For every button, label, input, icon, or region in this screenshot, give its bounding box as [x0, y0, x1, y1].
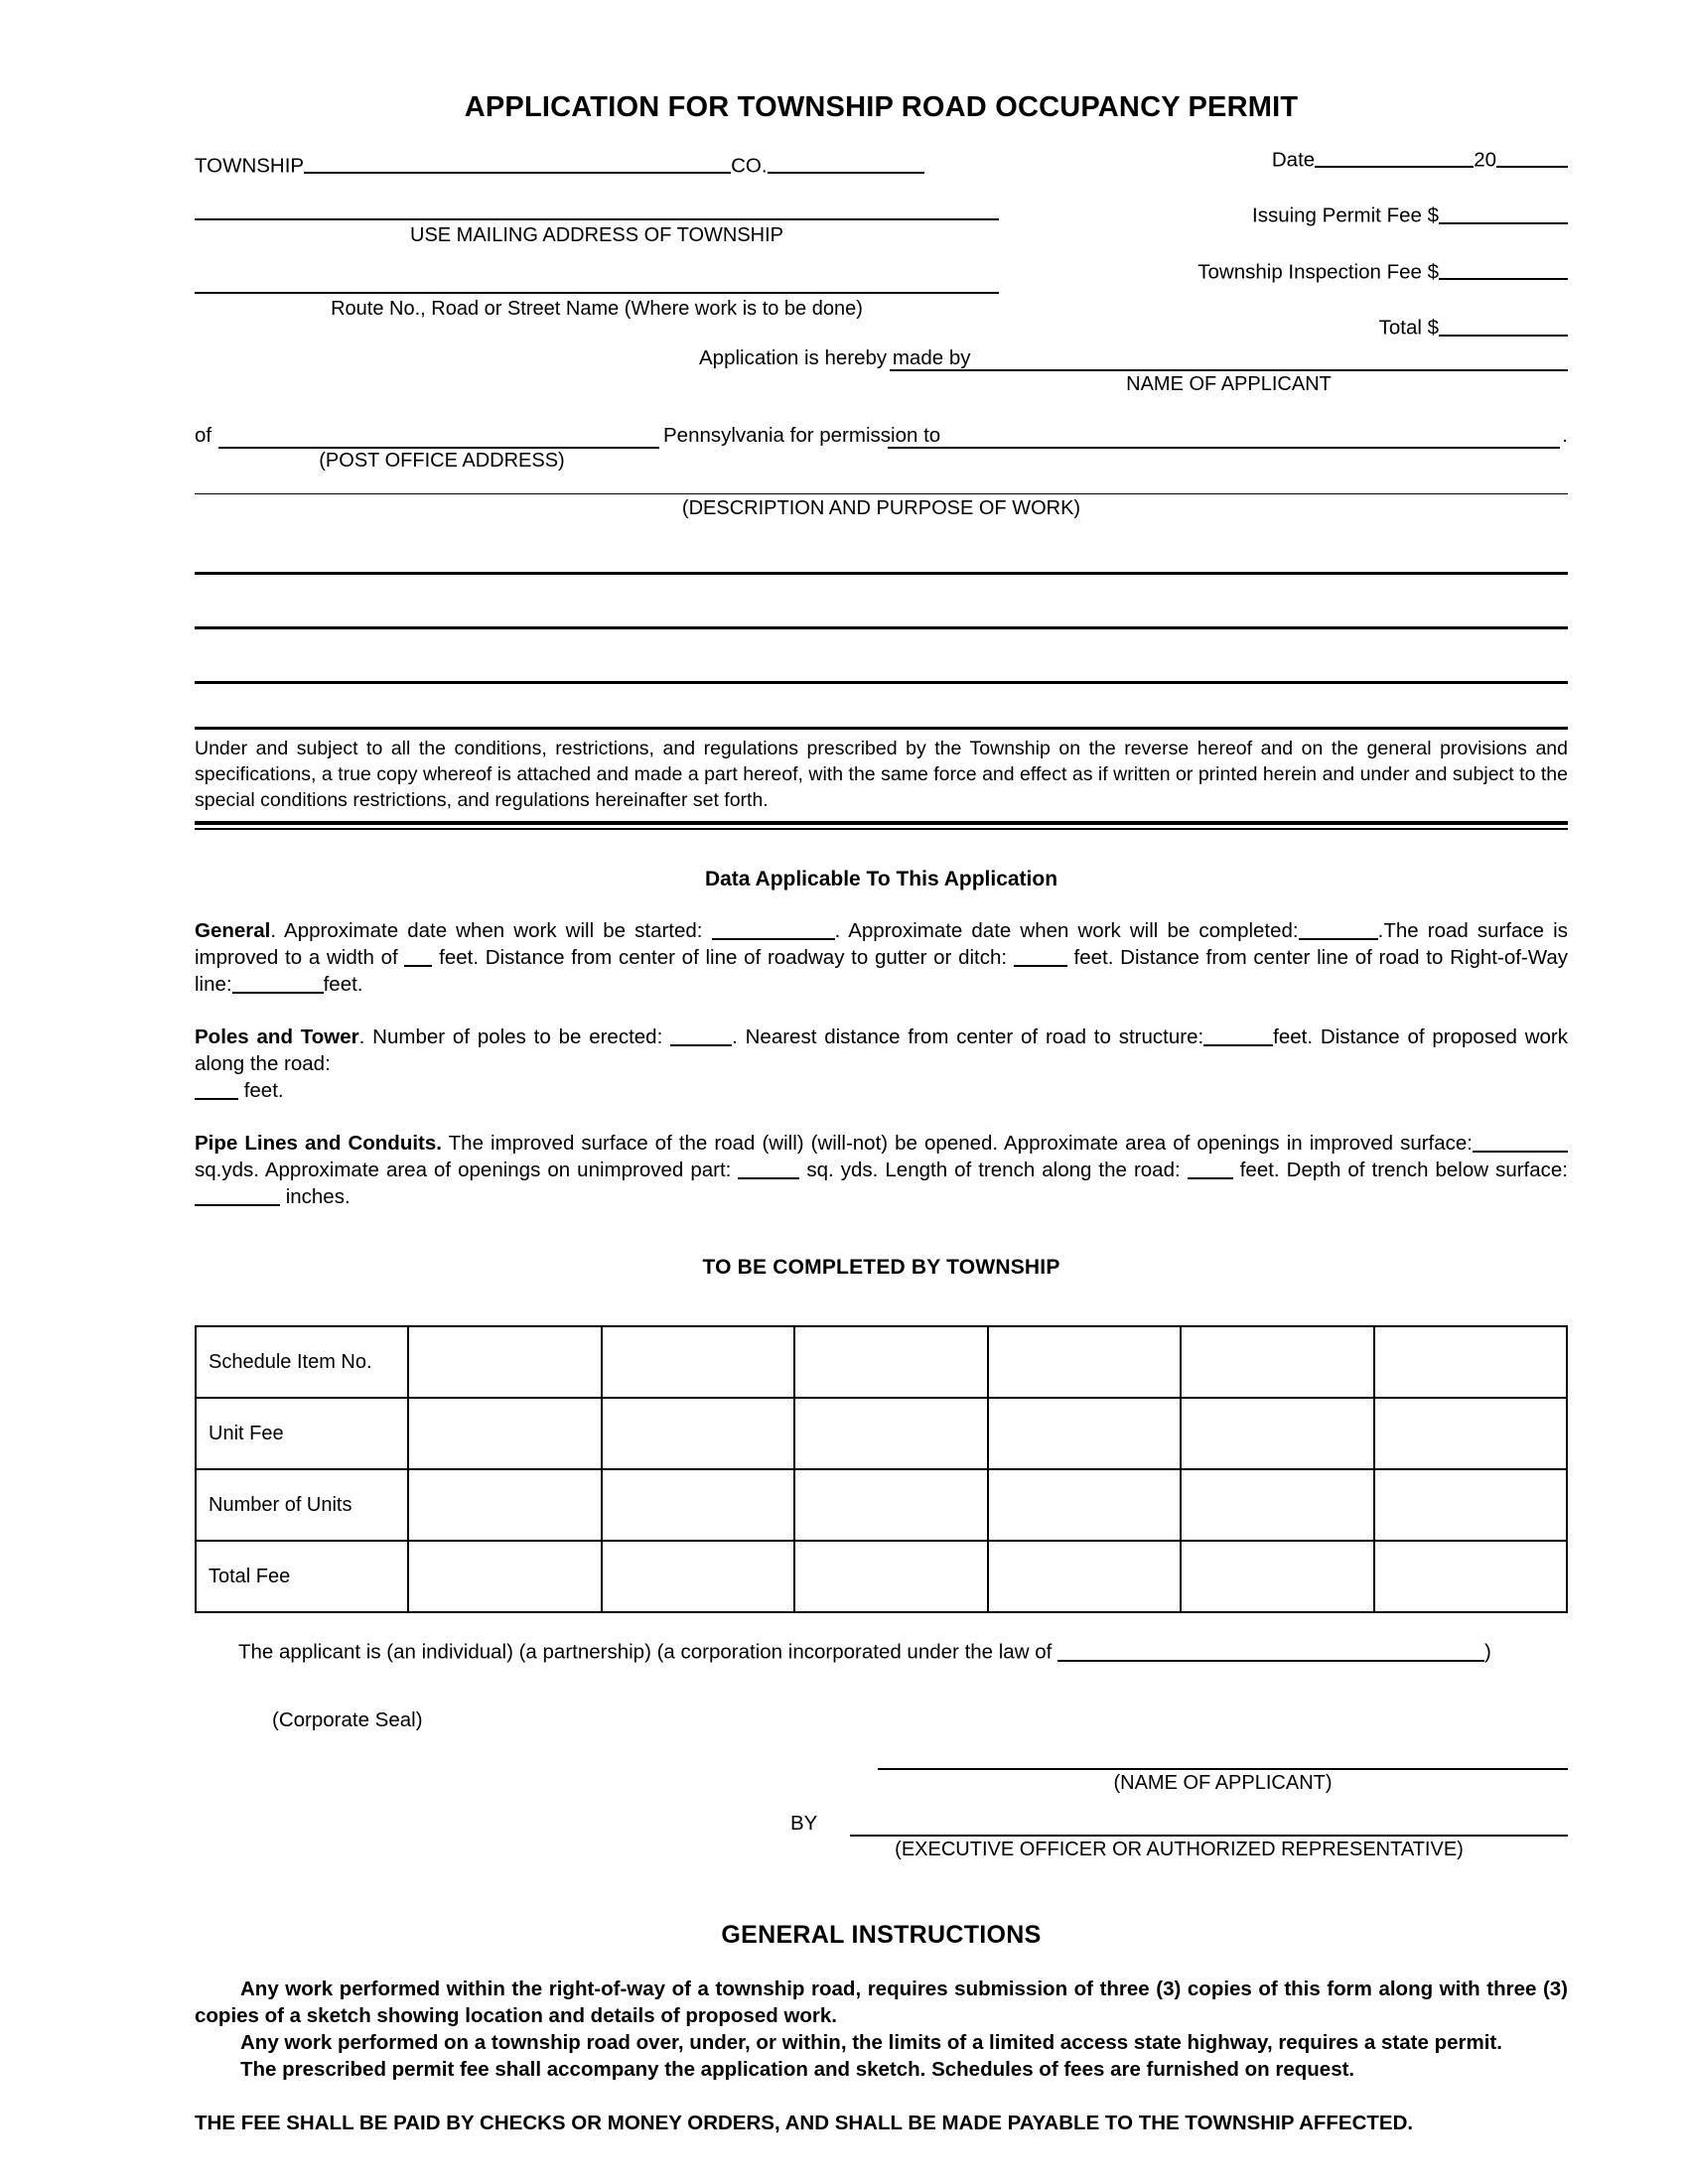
total-fee-row: [1101, 314, 1568, 341]
schedule-item-cell-1[interactable]: [408, 1326, 602, 1398]
start-date-input[interactable]: [712, 918, 835, 939]
total-fee-cell-3[interactable]: [794, 1541, 988, 1612]
conditions-block: [195, 727, 1568, 830]
trailing-period: .: [1562, 423, 1568, 447]
unit-fee-cell-2[interactable]: [602, 1398, 795, 1469]
poles-label: Poles and Tower: [195, 1024, 359, 1048]
pipes-label: Pipe Lines and Conduits.: [195, 1131, 442, 1155]
post-office-address-caption: (POST OFFICE ADDRESS): [319, 449, 565, 472]
total-fee-cell-4[interactable]: [988, 1541, 1182, 1612]
general-text-2: . Approximate date when work will be completed:: [834, 918, 1299, 942]
number-of-units-cell-6[interactable]: [1374, 1469, 1568, 1541]
general-instructions-heading: GENERAL INSTRUCTIONS: [721, 1920, 1042, 1949]
row-label-total-fee: Total Fee: [196, 1541, 408, 1612]
trench-length-input[interactable]: [1188, 1159, 1233, 1179]
poles-text-3: feet. Distance of proposed work along the road:: [195, 1024, 1568, 1075]
schedule-item-cell-5[interactable]: [1181, 1326, 1374, 1398]
description-line-2[interactable]: [195, 626, 1568, 629]
inspection-fee-input[interactable]: [1439, 258, 1568, 281]
applicant-signature-caption: (NAME OF APPLICANT): [1113, 1771, 1333, 1794]
table-row: [196, 1469, 1567, 1541]
schedule-item-cell-6[interactable]: [1374, 1326, 1568, 1398]
inspection-fee-row: [1101, 258, 1568, 285]
applicant-signature-input[interactable]: [878, 1768, 1568, 1770]
pipes-text-3: sq. yds. Length of trench along the road:: [799, 1158, 1188, 1181]
general-text-1: . Approximate date when work will be started:: [270, 918, 712, 942]
township-left-column: [195, 146, 999, 321]
name-of-applicant-caption: NAME OF APPLICANT: [1126, 372, 1332, 395]
unit-fee-cell-6[interactable]: [1374, 1398, 1568, 1469]
inspection-fee-label: Township Inspection Fee $: [1197, 260, 1439, 284]
description-line-3[interactable]: [195, 681, 1568, 684]
total-fee-input[interactable]: [1439, 314, 1568, 337]
of-label: of: [195, 423, 212, 447]
issuing-fee-input[interactable]: [1439, 202, 1568, 224]
poles-text-1: . Number of poles to be erected:: [358, 1024, 671, 1048]
trench-depth-input[interactable]: [195, 1185, 280, 1206]
mailing-address-rule[interactable]: [195, 218, 999, 220]
table-row: [196, 1541, 1567, 1612]
structure-distance-input[interactable]: [1203, 1024, 1273, 1045]
officer-signature-input[interactable]: [850, 1835, 1568, 1837]
issuing-fee-row: [1101, 202, 1568, 228]
description-caption: (DESCRIPTION AND PURPOSE OF WORK): [681, 496, 1081, 519]
row-distance-input[interactable]: [232, 972, 324, 993]
conditions-top-rule: [195, 727, 1568, 730]
made-by-label: Application is hereby made by: [699, 345, 971, 369]
incorporation-law-input[interactable]: [1057, 1639, 1484, 1662]
officer-signature-caption: (EXECUTIVE OFFICER OR AUTHORIZED REPRESENTATIVE): [895, 1838, 1464, 1860]
township-label: TOWNSHIP: [195, 154, 305, 178]
table-row: [196, 1398, 1567, 1469]
fee-schedule-table: [195, 1325, 1568, 1613]
unit-fee-cell-5[interactable]: [1181, 1398, 1374, 1469]
closing-paren: ): [1484, 1640, 1491, 1664]
signature-block: [195, 1746, 1568, 1863]
year-input[interactable]: [1496, 146, 1568, 169]
unimproved-openings-input[interactable]: [738, 1159, 799, 1179]
application-made-by-block: [195, 346, 1568, 408]
conditions-bottom-rule: [195, 821, 1568, 830]
completion-date-input[interactable]: [1299, 918, 1378, 939]
number-of-units-cell-3[interactable]: [794, 1469, 988, 1541]
unit-fee-cell-3[interactable]: [794, 1398, 988, 1469]
township-input[interactable]: [304, 152, 731, 175]
applicant-address-block: [195, 424, 1568, 481]
co-label: CO.: [731, 154, 768, 178]
data-applicable-heading: Data Applicable To This Application: [704, 867, 1058, 890]
number-of-units-cell-5[interactable]: [1181, 1469, 1374, 1541]
corporate-seal-label: (Corporate Seal): [272, 1707, 423, 1731]
route-name-caption: Route No., Road or Street Name (Where work is to be done): [331, 298, 863, 321]
applicant-entity-row: [238, 1639, 1568, 1665]
general-instructions-body: [195, 1976, 1568, 2084]
post-office-address-input[interactable]: [218, 447, 659, 449]
header-block: [195, 146, 1568, 340]
pipes-text-2: sq.yds. Approximate area of openings on unimproved part:: [195, 1158, 739, 1181]
township-section-heading: TO BE COMPLETED BY TOWNSHIP: [702, 1256, 1060, 1280]
schedule-item-cell-4[interactable]: [988, 1326, 1182, 1398]
unit-fee-cell-1[interactable]: [408, 1398, 602, 1469]
improved-openings-input[interactable]: [1473, 1131, 1568, 1152]
number-of-units-cell-4[interactable]: [988, 1469, 1182, 1541]
pipes-paragraph: [195, 1130, 1568, 1210]
mailing-address-caption: USE MAILING ADDRESS OF TOWNSHIP: [410, 224, 783, 247]
applicant-entity-text: The applicant is (an individual) (a partnership) (a corporation incorporated under the law of: [238, 1640, 1058, 1664]
pipes-text-5: inches.: [280, 1185, 351, 1209]
total-fee-cell-2[interactable]: [602, 1541, 795, 1612]
gutter-distance-input[interactable]: [1014, 945, 1067, 966]
general-text-5: feet. Distance from center line of road to Right-of-Way line:: [195, 945, 1568, 996]
township-row: [195, 152, 999, 179]
date-label: Date: [1271, 148, 1316, 172]
date-row: [1101, 146, 1568, 173]
total-fee-cell-6[interactable]: [1374, 1541, 1568, 1612]
fee-payment-notice: THE FEE SHALL BE PAID BY CHECKS OR MONEY ORDERS, AND SHALL BE MADE PAYABLE TO THE TOWNSHIP AFFECTED.: [195, 2111, 1414, 2134]
conditions-text: Under and subject to all the conditions, restrictions, and regulations prescribed by the Township on the reverse hereof and on the general provisions and specifications, a true copy whereof is attached and made a part hereof, with the same force and effect as if written or printed herein and under and subject to the special conditions restrictions, and regulations hereinafter set forth.: [195, 737, 1568, 811]
by-label: BY: [790, 1811, 818, 1835]
general-paragraph: [195, 917, 1568, 998]
county-input[interactable]: [768, 152, 924, 175]
row-label-number-of-units: Number of Units: [196, 1469, 408, 1541]
total-fee-cell-5[interactable]: [1181, 1541, 1374, 1612]
pipes-text-4: feet. Depth of trench below surface:: [1232, 1158, 1569, 1181]
pipes-text-1: The improved surface of the road (will) (will-not) be opened. Approximate area of openings in improved surface:: [441, 1131, 1473, 1155]
applicant-name-input[interactable]: [890, 369, 1568, 371]
description-line-1[interactable]: [195, 572, 1568, 575]
poles-text-2: . Nearest distance from center of road to structure:: [732, 1024, 1204, 1048]
instruction-paragraph-2: Any work performed on a township road over, under, or within, the limits of a limited access state highway, requires a state permit.: [240, 2031, 1502, 2055]
permission-purpose-input[interactable]: [888, 447, 1560, 449]
pennsylvania-permission-label: Pennsylvania for permission to: [663, 423, 941, 447]
route-name-rule[interactable]: [195, 292, 999, 294]
schedule-item-cell-2[interactable]: [602, 1326, 795, 1398]
form-content: [195, 0, 1568, 2135]
table-row: [196, 1326, 1567, 1398]
year-prefix: 20: [1474, 148, 1496, 172]
row-label-unit-fee: Unit Fee: [196, 1398, 408, 1469]
poles-paragraph: [195, 1024, 1568, 1104]
work-distance-input[interactable]: [195, 1078, 238, 1099]
general-label: General: [195, 918, 271, 942]
number-of-units-cell-1[interactable]: [408, 1469, 602, 1541]
total-fee-cell-1[interactable]: [408, 1541, 602, 1612]
general-text-6: feet.: [323, 972, 363, 996]
description-rule-thin[interactable]: [195, 493, 1568, 494]
instruction-paragraph-1: Any work performed within the right-of-way of a township road, requires submission of three (3) copies of this form along with three (3) copies of a sketch showing location and details of proposed work.: [195, 1977, 1568, 2027]
instruction-paragraph-3: The prescribed permit fee shall accompany the application and sketch. Schedules of fees are furnished on request.: [240, 2058, 1355, 2082]
number-of-units-cell-2[interactable]: [602, 1469, 795, 1541]
poles-text-4: feet.: [238, 1078, 284, 1102]
issuing-fee-label: Issuing Permit Fee $: [1252, 204, 1439, 227]
general-text-4: feet. Distance from center of line of roadway to gutter or ditch:: [432, 945, 1014, 969]
row-label-schedule-item-no: Schedule Item No.: [196, 1326, 408, 1398]
fees-right-column: [1101, 146, 1568, 341]
total-fee-label: Total $: [1378, 316, 1439, 340]
road-width-input[interactable]: [404, 945, 432, 966]
poles-count-input[interactable]: [670, 1024, 732, 1045]
schedule-item-cell-3[interactable]: [794, 1326, 988, 1398]
date-input[interactable]: [1315, 146, 1474, 169]
general-text-3: .The road surface is improved to a width of: [195, 918, 1568, 969]
unit-fee-cell-4[interactable]: [988, 1398, 1182, 1469]
page-title: APPLICATION FOR TOWNSHIP ROAD OCCUPANCY PERMIT: [464, 91, 1299, 123]
